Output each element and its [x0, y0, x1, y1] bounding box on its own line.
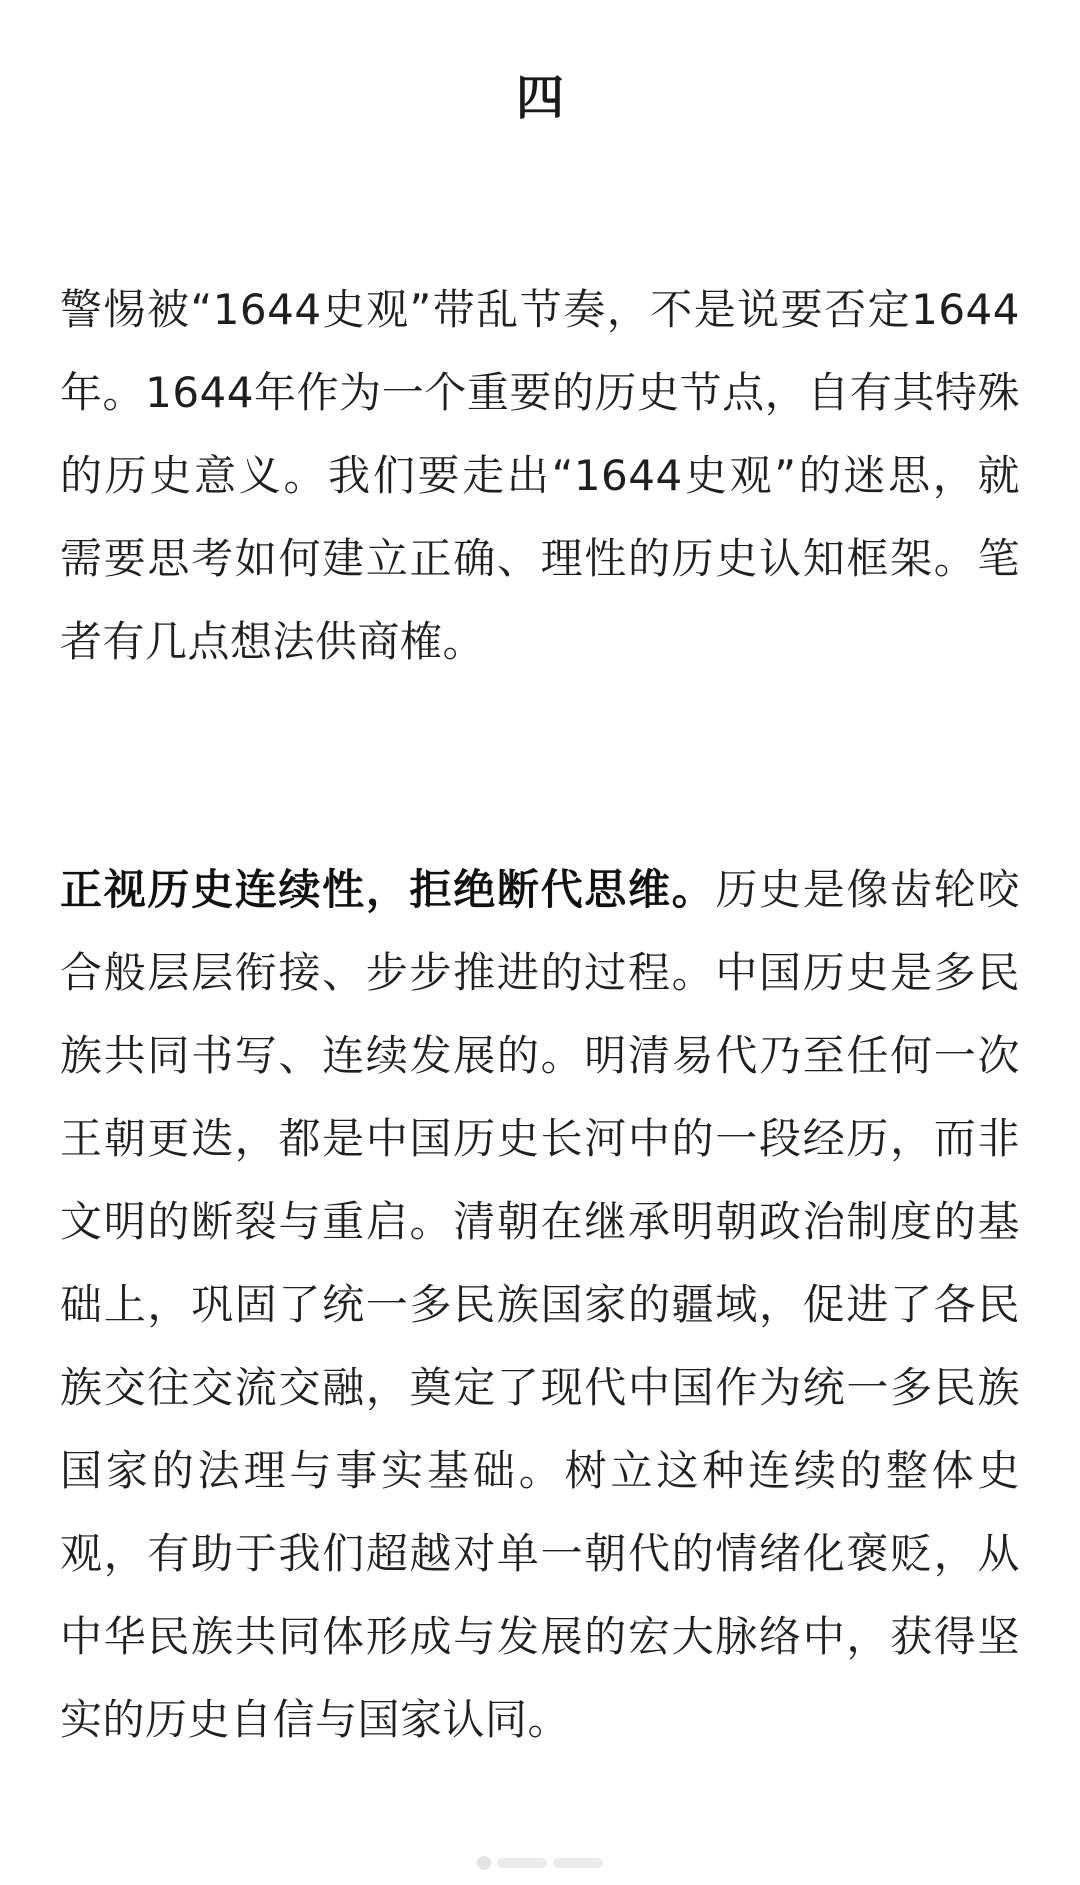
paragraph-2 — [60, 848, 1020, 1761]
paragraph-text: 警惕被“1644史观”带乱节奏，不是说要否定1644年。1644年作为一个重要的历史节点，自有其特殊的历史意义。我们要走出“1644史观”的迷思，就需要思考如何建立正确、理性的历史认知框架。笔者有几点想法供商榷。 — [60, 285, 1020, 666]
section-heading: 四 — [515, 69, 564, 126]
watermark-bar-icon — [497, 1858, 547, 1868]
watermark-dot-icon — [477, 1856, 491, 1870]
watermark-bar-icon — [553, 1858, 603, 1868]
paragraph-lead: 正视历史连续性，拒绝断代思维。 — [60, 865, 716, 914]
paragraph-1 — [60, 268, 1020, 683]
watermark-logo — [440, 1848, 640, 1878]
paragraph-text: 历史是像齿轮咬合般层层衔接、步步推进的过程。中国历史是多民族共同书写、连续发展的。明清易代乃至任何一次王朝更迭，都是中国历史长河中的一段经历，而非文明的断裂与重启。清朝在继承明朝政治制度的基础上，巩固了统一多民族国家的疆域，促进了各民族交往交流交融，奠定了现代中国作为统一多民族国家的法理与事实基础。树立这种连续的整体史观，有助于我们超越对单一朝代的情绪化褒贬，从中华民族共同体形成与发展的宏大脉络中，获得坚实的历史自信与国家认同。 — [60, 865, 1020, 1744]
